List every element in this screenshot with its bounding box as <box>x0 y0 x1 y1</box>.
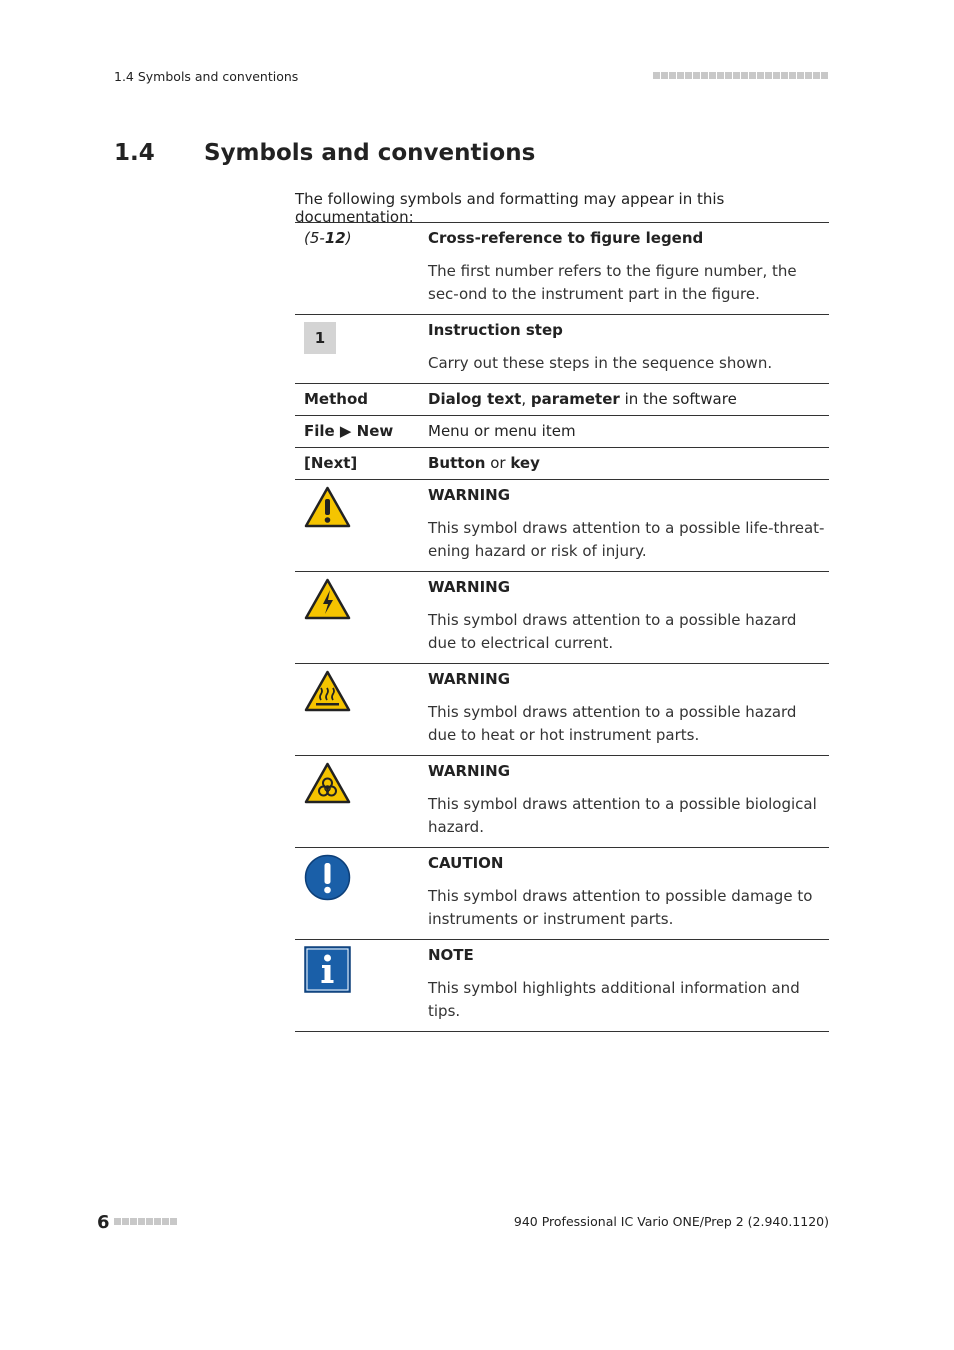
decorative-square <box>733 72 740 79</box>
row-title: WARNING <box>428 486 511 504</box>
decorative-square <box>122 1218 129 1225</box>
symbol-cell <box>295 223 428 315</box>
decorative-square <box>797 72 804 79</box>
decorative-square <box>138 1218 145 1225</box>
decorative-square <box>789 72 796 79</box>
info-icon <box>304 946 428 993</box>
row-title: CAUTION <box>428 854 504 872</box>
header-decoration <box>653 72 828 79</box>
decorative-square <box>130 1218 137 1225</box>
section-number: 1.4 <box>114 140 155 166</box>
row-title: NOTE <box>428 946 474 964</box>
decorative-square <box>709 72 716 79</box>
table-row <box>295 223 829 315</box>
running-header: 1.4 Symbols and conventions <box>114 69 299 84</box>
method-description <box>428 390 829 411</box>
table-row <box>295 448 829 480</box>
decorative-square <box>701 72 708 79</box>
description-cell <box>428 756 829 848</box>
decorative-square <box>162 1218 169 1225</box>
row-body: This symbol draws attention to a possible biological hazard. <box>428 795 817 836</box>
decorative-square <box>749 72 756 79</box>
description-cell <box>428 572 829 664</box>
decorative-square <box>717 72 724 79</box>
decorative-square <box>821 72 828 79</box>
symbol-cell <box>295 384 428 416</box>
crossref-symbol <box>304 229 352 247</box>
section-title: Symbols and conventions <box>204 140 536 166</box>
decorative-square <box>765 72 772 79</box>
table-row <box>295 315 829 384</box>
symbol-cell <box>295 416 428 448</box>
decorative-square <box>146 1218 153 1225</box>
row-title: Cross-reference to figure legend <box>428 229 704 247</box>
decorative-square <box>114 1218 121 1225</box>
method-symbol: Method <box>304 390 368 408</box>
table-row <box>295 756 829 848</box>
symbol-cell <box>295 940 428 1032</box>
symbol-cell <box>295 664 428 756</box>
decorative-square <box>773 72 780 79</box>
button-label: Button <box>428 454 486 472</box>
row-title: Instruction step <box>428 321 563 339</box>
decorative-square <box>757 72 764 79</box>
symbol-cell <box>295 315 428 384</box>
row-body: This symbol draws attention to a possible hazard due to heat or hot instrument parts. <box>428 703 797 744</box>
button-description <box>428 454 829 475</box>
decorative-square <box>781 72 788 79</box>
symbol-cell <box>295 448 428 480</box>
dialog-text-label: Dialog text <box>428 390 522 408</box>
crossref-number: 12 <box>324 229 346 247</box>
row-title: WARNING <box>428 578 511 596</box>
instruction-step-box: 1 <box>304 322 336 354</box>
description-cell <box>428 315 829 384</box>
electrical-hazard-icon <box>304 578 428 620</box>
warning-exclamation-icon <box>304 486 428 528</box>
decorative-square <box>170 1218 177 1225</box>
decorative-square <box>805 72 812 79</box>
row-title: WARNING <box>428 670 511 688</box>
description-cell <box>428 448 829 480</box>
page-number: 6 <box>97 1212 110 1233</box>
decorative-square <box>677 72 684 79</box>
caution-exclamation-icon <box>304 854 428 901</box>
symbol-cell <box>295 756 428 848</box>
decorative-square <box>154 1218 161 1225</box>
footer-decoration <box>114 1218 177 1225</box>
crossref-suffix: ) <box>345 229 352 247</box>
key-label: key <box>510 454 540 472</box>
table-row <box>295 848 829 940</box>
menu-description: Menu or menu item <box>428 422 576 440</box>
symbol-cell <box>295 848 428 940</box>
description-cell <box>428 480 829 572</box>
description-cell <box>428 416 829 448</box>
row-body: This symbol draws attention to possible damage to instruments or instrument parts. <box>428 887 813 928</box>
table-row <box>295 480 829 572</box>
description-cell <box>428 940 829 1032</box>
table-row <box>295 416 829 448</box>
product-name: 940 Professional IC Vario ONE/Prep 2 (2.940.1120) <box>513 1214 829 1229</box>
crossref-prefix: (5- <box>304 229 325 247</box>
row-title: WARNING <box>428 762 511 780</box>
biohazard-icon <box>304 762 428 804</box>
decorative-square <box>685 72 692 79</box>
description-cell <box>428 384 829 416</box>
row-body: This symbol highlights additional information and tips. <box>428 979 800 1020</box>
row-body: The first number refers to the figure number, the sec-ond to the instrument part in the figure. <box>428 262 797 303</box>
decorative-square <box>813 72 820 79</box>
intro-paragraph: The following symbols and formatting may appear in this documentation: <box>295 190 725 226</box>
separator: , <box>521 390 531 408</box>
section-heading <box>114 140 535 166</box>
description-cell <box>428 223 829 315</box>
description-rest: in the software <box>619 390 737 408</box>
description-cell <box>428 848 829 940</box>
description-cell <box>428 664 829 756</box>
decorative-square <box>693 72 700 79</box>
decorative-square <box>741 72 748 79</box>
symbol-cell <box>295 572 428 664</box>
row-body: This symbol draws attention to a possible hazard due to electrical current. <box>428 611 797 652</box>
row-body: Carry out these steps in the sequence shown. <box>428 354 773 372</box>
table-row <box>295 664 829 756</box>
symbol-cell <box>295 480 428 572</box>
hot-surface-icon <box>304 670 428 712</box>
table-row <box>295 940 829 1032</box>
conventions-table <box>295 222 829 1032</box>
decorative-square <box>653 72 660 79</box>
decorative-square <box>661 72 668 79</box>
separator: or <box>485 454 511 472</box>
decorative-square <box>669 72 676 79</box>
menu-symbol: File ▶ New <box>304 422 394 440</box>
row-body: This symbol draws attention to a possible life-threat-ening hazard or risk of injury. <box>428 519 825 560</box>
button-symbol: [Next] <box>304 454 358 472</box>
decorative-square <box>725 72 732 79</box>
table-row <box>295 572 829 664</box>
table-row <box>295 384 829 416</box>
parameter-label: parameter <box>530 390 620 408</box>
